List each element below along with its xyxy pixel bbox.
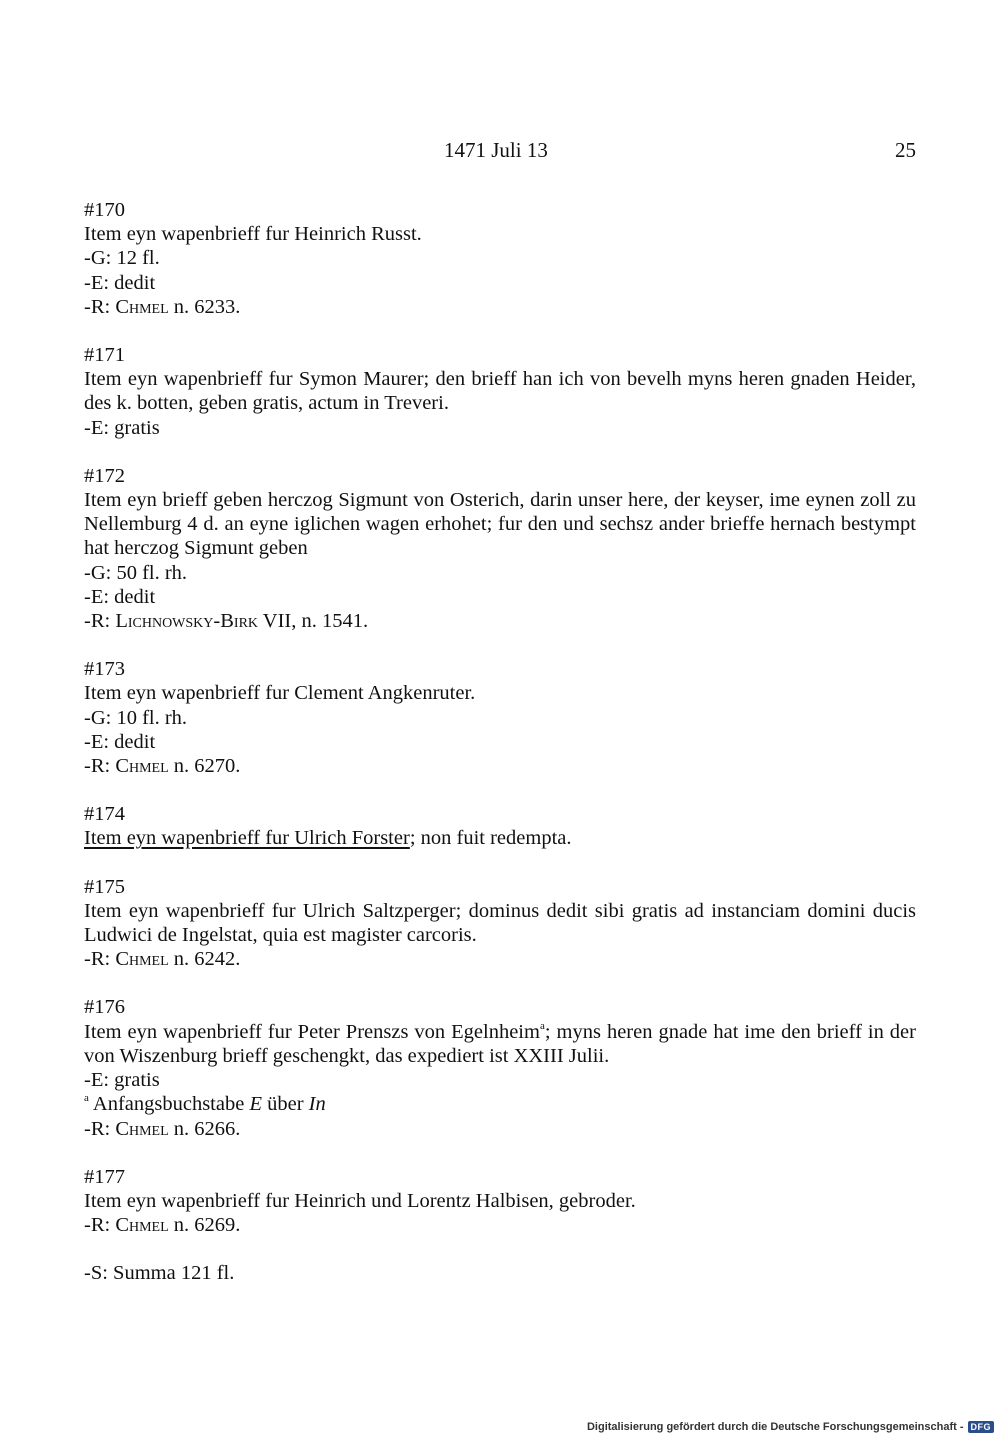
entry-number: #177 [84,1165,125,1188]
entry-175 [84,875,916,972]
entry-r [84,295,916,319]
entry-r [84,947,916,971]
entry-text [84,826,916,850]
entry-r [84,1117,916,1141]
footnote-letter-e: E [249,1093,262,1116]
page-number: 25 [895,138,916,162]
r-suffix: n. 6266. [168,1117,241,1140]
r-prefix: -R: [84,948,116,971]
entry-r [84,609,916,633]
entry-173 [84,657,916,778]
footnote-text: Anfangsbuchstabe [88,1093,250,1116]
footer-text: Digitalisierung gefördert durch die Deutsche Forschungsgemeinschaft - [586,1421,964,1433]
entry-170 [84,198,916,319]
entry-number: #170 [84,199,125,221]
entry-text: Item eyn wapenbrieff fur Clement Angkenruter. [84,682,476,705]
entry-174 [84,802,916,850]
footnote [84,1092,916,1116]
entry-number: #172 [84,464,125,487]
r-suffix: n. 6270. [168,755,241,778]
summa-line: -S: Summa 121 fl. [84,1262,235,1285]
entry-text: Item eyn wapenbrieff fur Ulrich Saltzperger; dominus dedit sibi gratis ad instanciam domini ducis Ludwici de Ingelstat, quia est magister carcoris. [84,899,916,947]
footer-credit [587,1421,994,1433]
entry-r [84,1213,916,1237]
entry-number: #173 [84,658,125,681]
r-author: Chmel [115,1117,169,1140]
r-author: Lichnowsky-Birk [115,610,259,633]
entry-r [84,754,916,778]
text-rest: ; non fuit redempta. [409,827,572,850]
entry-176 [84,995,916,1140]
r-prefix: -R: [84,610,116,633]
entry-e: -E: gratis [84,416,160,439]
entry-g: -G: 50 fl. rh. [84,561,188,584]
entry-172 [84,464,916,633]
entry-text: Item eyn brieff geben herczog Sigmunt von Osterich, darin unser here, der keyser, ime eynen zoll zu Nellemburg 4 d. an eyne iglichen wagen erhohet; fur den und sechsz ander brieffe hernach bestympt hat herczog Sigmunt geben [84,489,916,560]
footnote-mark: a [84,1092,89,1105]
footnote-letters-in: In [308,1093,326,1116]
entry-e: -E: gratis [84,1069,160,1092]
r-prefix: -R: [84,295,116,318]
r-prefix: -R: [84,755,116,778]
entry-e: -E: dedit [84,730,156,753]
r-suffix: n. 6233. [168,295,241,318]
entry-e: -E: dedit [84,271,156,294]
r-author: Chmel [115,948,169,971]
underlined-text: Item eyn wapenbrieff fur Ulrich Forster [84,827,410,850]
header-date: 1471 Juli 13 [444,138,548,162]
r-suffix: n. 6269. [168,1214,241,1237]
entry-number: #171 [84,344,125,367]
page-header [0,138,1000,168]
footnote-mark: a [539,1019,545,1032]
entry-number: #176 [84,996,125,1019]
r-author: Chmel [115,1214,169,1237]
r-suffix: n. 6242. [168,948,241,971]
r-author: Chmel [115,295,169,318]
entry-number: #175 [84,875,125,898]
entry-171 [84,343,916,440]
entry-g: -G: 10 fl. rh. [84,706,188,729]
entry-text: Item eyn wapenbrieff fur Heinrich Russt. [84,223,422,246]
entry-number: #174 [84,803,125,826]
r-suffix: VII, n. 1541. [258,610,369,633]
text-after: ; myns heren gnade hat ime den brieff in der von Wiszenburg brieff geschengkt, das expediert ist XXIII Julii. [84,1020,916,1067]
entry-text [84,1020,916,1068]
entry-g: -G: 12 fl. [84,247,160,270]
r-prefix: -R: [84,1214,116,1237]
entry-text: Item eyn wapenbrieff fur Symon Maurer; den brieff han ich von bevelh myns heren gnaden Heider, des k. botten, geben gratis, actum in Treveri. [84,368,916,415]
entry-177 [84,1165,916,1238]
document-body [84,198,916,1286]
r-author: Chmel [115,755,169,778]
r-prefix: -R: [84,1117,116,1140]
dfg-logo-icon: DFG [968,1421,995,1433]
entry-text: Item eyn wapenbrieff fur Heinrich und Lorentz Halbisen, gebroder. [84,1189,636,1212]
text-before: Item eyn wapenbrieff fur Peter Prenszs von Egelnheim [84,1020,540,1043]
entry-e: -E: dedit [84,585,156,608]
footnote-text: über [261,1093,309,1116]
